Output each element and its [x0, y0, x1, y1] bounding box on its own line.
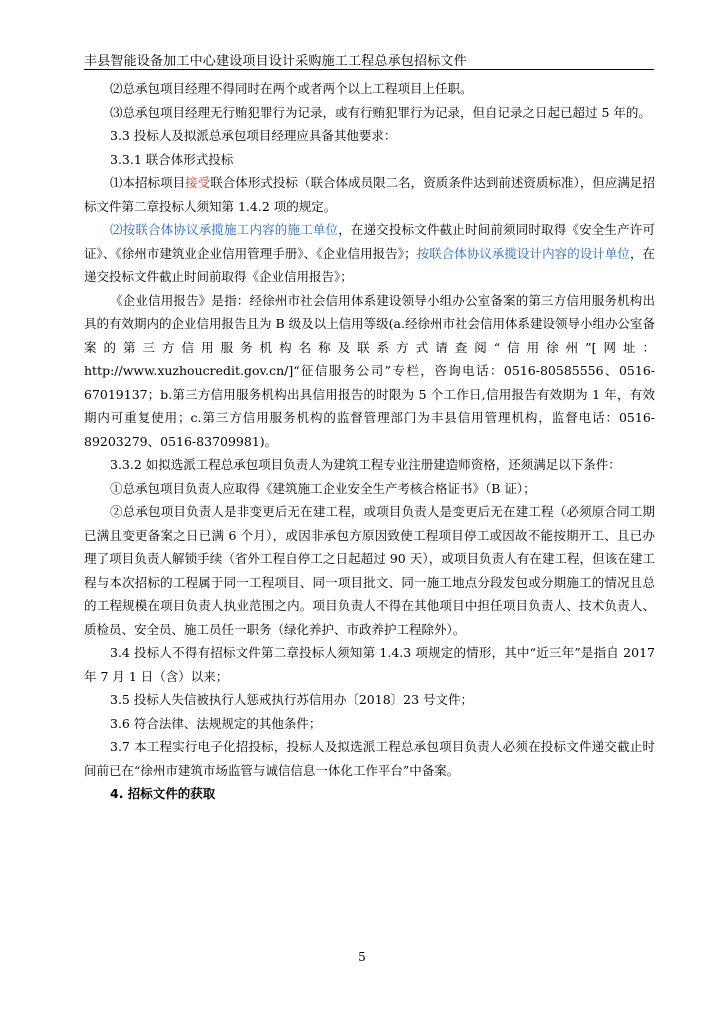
section-3-5: 3.5 投标人失信被执行人惩戒执行苏信用办〔2018〕23 号文件； — [110, 692, 474, 707]
paragraph-credit-report: 《企业信用报告》是指：经徐州市社会信用体系建设领导小组办公室备案的第三方信用服务机构出具的有效期内的企业信用报告且为 B 级及以上信用等级(a.经徐州市社会信用体系建设领导小组办公室备案的第三方信用服务机构名称及联系方式请查阅“信用徐州”[网址：http://www.xuzhoucredit.gov.cn/]“征信服务公司”专栏，咨询电话：0516-80585556、0516-67019137；b.第三方信用服务机构出具信用报告的时限为 5 个工作日,信用报告有效期为 1 年，有效期内可重复使用；c.第三方信用服务机构的监督管理部门为丰县信用管理机构，监督电话：0516-89203279、0516-83709981)。 — [84, 292, 655, 449]
page-header-title: 丰县智能设备加工中心建设项目设计采购施工工程总承包招标文件 — [84, 54, 467, 69]
section-3-3-heading: 3.3 投标人及拟派总承包项目经理应具备其他要求： — [110, 128, 397, 143]
consortium-text-a: ⑴本招标项目 — [110, 175, 186, 190]
paragraph-manager-single-project: ⑵总承包项目经理不得同时在两个或者两个以上工程项目上任职。 — [110, 81, 473, 96]
accept-highlight: 接受 — [185, 175, 211, 190]
page-number: 5 — [358, 950, 366, 964]
document-body — [84, 77, 655, 806]
paragraph-no-ongoing-project: ②总承包项目负责人是非变更后无在建工程，或项目负责人是变更后无在建工程（必须原合同工期已满且变更备案之日已满 6 个月），或因非承包方原因致使工程项目停工或因故不能按期开工、且已办理了项目负责人解锁手续（省外工程自停工之日起超过 90 天），或项目负责人有在建工程，但该在建工程与本次招标的工程属于同一工程项目、同一项目批文、同一施工地点分段发包或分期施工的情况且总的工程规模在项目负责人执业范围之内。项目负责人不得在其他项目中担任项目负责人、技术负责人、质检员、安全员、施工员任一职务（绿化养护、市政养护工程除外）。 — [84, 504, 655, 637]
design-unit-highlight: 按联合体协议承揽设计内容的设计单位 — [416, 245, 630, 261]
section-3-4: 3.4 投标人不得有招标文件第二章投标人须知第 1.4.3 项规定的情形，其中“近三年”是指自 2017 年 7 月 1 日（含）以来； — [84, 645, 655, 684]
section-3-6: 3.6 符合法律、法规规定的其他条件； — [110, 715, 322, 731]
section-3-7: 3.7 本工程实行电子化招投标，投标人及拟选派工程总承包项目负责人必须在投标文件递交截止时间前已在“徐州市建筑市场监管与诚信信息一体化工作平台”中备案。 — [84, 739, 655, 778]
paragraph-safety-certificate: ①总承包项目负责人应取得《建筑施工企业安全生产考核合格证书》（B 证）； — [110, 480, 536, 496]
paragraph-consortium-accept — [84, 171, 655, 218]
paragraph-manager-no-bribery: ⑶总承包项目经理无行贿犯罪行为记录，或有行贿犯罪行为记录，但自记录之日起已超过 5 年的。 — [110, 104, 651, 120]
design-unit-text: ，在递交投标文件截止时间前取得《企业信用报告》； — [84, 245, 655, 284]
construction-unit-highlight: ⑵按联合体协议承揽施工内容的施工单位 — [110, 222, 339, 237]
header-divider — [84, 69, 654, 70]
section-3-3-1-heading: 3.3.1 联合体形式投标 — [110, 151, 234, 167]
paragraph-consortium-units — [84, 218, 655, 289]
section-4-heading: 4. 招标文件的获取 — [110, 786, 216, 801]
construction-unit-text: ，在递交投标文件截止时间前须同时取得《安全生产许可证》、《徐州市建筑业企业信用管理手册》、《企业信用报告》； — [84, 222, 655, 261]
consortium-text-b: 联合体形式投标（联合体成员限二名，资质条件达到前述资质标准），但应满足招标文件第二章投标人须知第 1.4.2 项的规定。 — [84, 175, 655, 214]
section-3-3-2-heading: 3.3.2 如拟选派工程总承包项目负责人为建筑工程专业注册建造师资格，还须满足以下条件： — [110, 457, 621, 472]
